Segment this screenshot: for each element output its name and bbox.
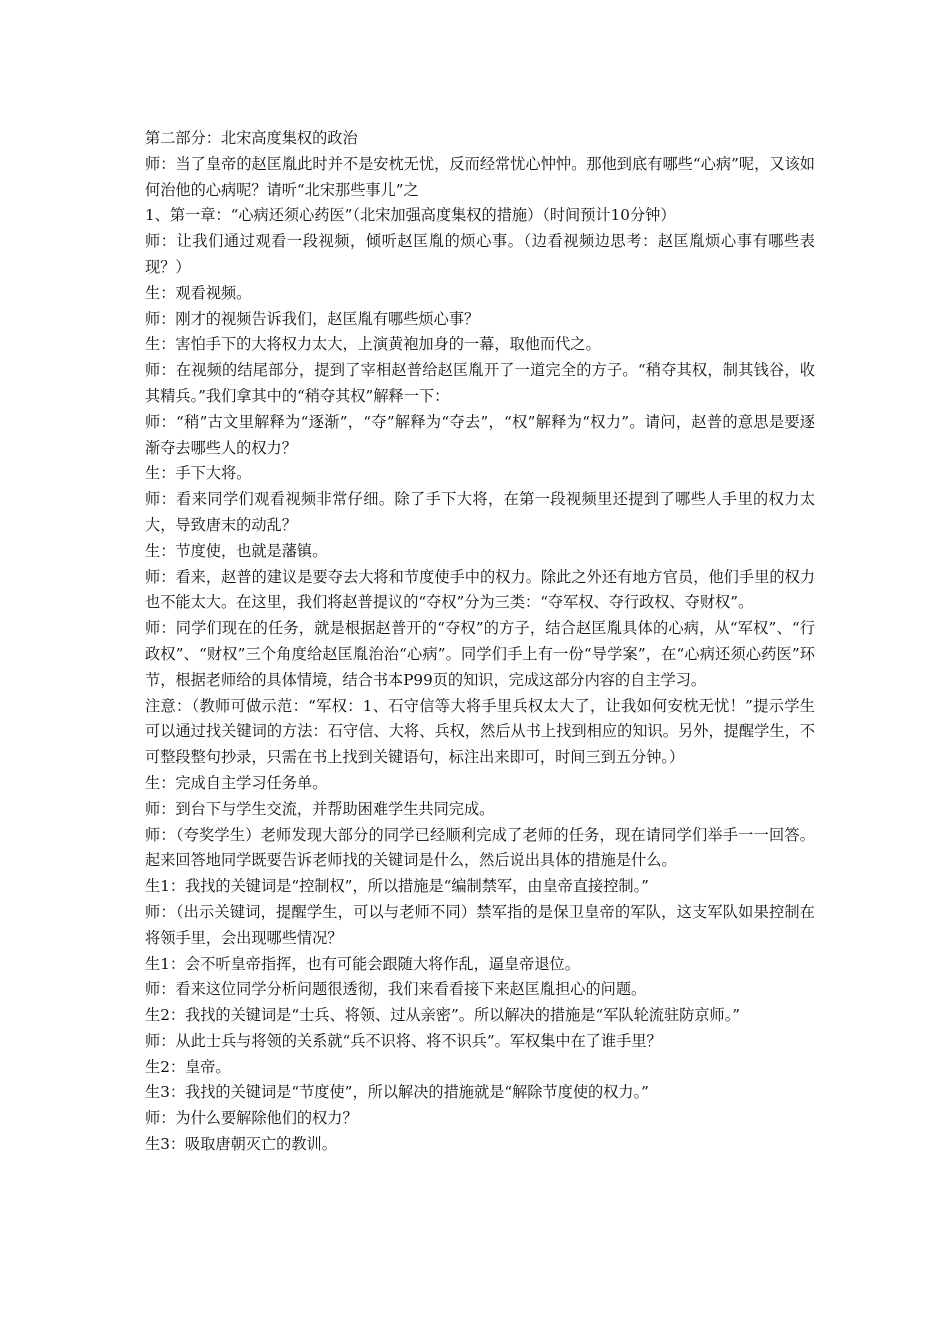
chapter-heading: 1、第一章：“心病还须心药医”（北宋加强高度集权的措施）（时间预计10分钟） bbox=[145, 206, 676, 225]
paragraph: 师：当了皇帝的赵匡胤此时并不是安枕无忧，反而经常忧心忡忡。那他到底有哪些“心病”呢，又该如何治他的心病呢？请听“北宋那些事儿”之 bbox=[145, 154, 815, 199]
paragraph: 师：（夸奖学生）老师发现大部分的同学已经顺利完成了老师的任务，现在请同学们举手一一回答。起来回答地同学既要告诉老师找的关键词是什么，然后说出具体的措施是什么。 bbox=[145, 825, 815, 870]
paragraph: 师：从此士兵与将领的关系就“兵不识将、将不识兵”。军权集中在了谁手里？ bbox=[145, 1031, 662, 1050]
paragraph: 师：刚才的视频告诉我们，赵匡胤有哪些烦心事？ bbox=[145, 309, 480, 328]
paragraph: 师：为什么要解除他们的权力？ bbox=[145, 1109, 358, 1128]
document-page bbox=[145, 126, 815, 1158]
paragraph: 生2：我找的关键词是“士兵、将领、过从亲密”。所以解决的措施是“军队轮流驻防京师。” bbox=[145, 1006, 741, 1025]
paragraph: 生3：我找的关键词是“节度使”，所以解决的措施就是“解除节度使的权力。” bbox=[145, 1083, 649, 1102]
paragraph: 师：看来同学们观看视频非常仔细。除了手下大将，在第一段视频里还提到了哪些人手里的权力太大，导致唐末的动乱？ bbox=[145, 490, 815, 534]
paragraph: 师：“稍”古文里解释为“逐渐”，“夺”解释为“夺去”，“权”解释为“权力”。请问，赵普的意思是要逐渐夺去哪些人的权力？ bbox=[145, 412, 815, 457]
paragraph: 生：观看视频。 bbox=[145, 283, 252, 302]
paragraph: 师：看来，赵普的建议是要夺去大将和节度使手中的权力。除此之外还有地方官员，他们手里的权力也不能太大。在这里，我们将赵普提议的“夺权”分为三类：“夺军权、夺行政权、夺财权”。 bbox=[145, 567, 815, 612]
paragraph: 生：完成自主学习任务单。 bbox=[145, 773, 328, 792]
paragraph: 生1：我找的关键词是“控制权”，所以措施是“编制禁军，由皇帝直接控制。” bbox=[145, 877, 649, 896]
paragraph: 生：手下大将。 bbox=[145, 464, 252, 483]
paragraph: 师：（出示关键词，提醒学生，可以与老师不同）禁军指的是保卫皇帝的军队，这支军队如果控制在将领手里，会出现哪些情况？ bbox=[145, 902, 815, 947]
paragraph: 师：到台下与学生交流，并帮助困难学生共同完成。 bbox=[145, 799, 495, 818]
paragraph: 师：在视频的结尾部分，提到了宰相赵普给赵匡胤开了一道完全的方子。“稍夺其权，制其钱谷，收其精兵。”我们拿其中的“稍夺其权”解释一下： bbox=[145, 361, 815, 405]
paragraph: 师：让我们通过观看一段视频，倾听赵匡胤的烦心事。（边看视频边思考：赵匡胤烦心事有哪些表现？） bbox=[145, 232, 815, 276]
paragraph: 生2：皇帝。 bbox=[145, 1057, 231, 1076]
paragraph: 生3：吸取唐朝灭亡的教训。 bbox=[145, 1135, 337, 1154]
section-heading: 第二部分：北宋高度集权的政治 bbox=[145, 129, 358, 147]
note-paragraph: 注意：（教师可做示范：“军权：1、石守信等大将手里兵权太大了，让我如何安枕无忧！”提示学生可以通过找关键词的方法：石守信、大将、兵权，然后从书上找到相应的知识。另外，提醒学生，不可整段整句抄录，只需在书上找到关键语句，标注出来即可，时间三到五分钟。） bbox=[145, 696, 815, 767]
paragraph: 生1：会不听皇帝指挥，也有可能会跟随大将作乱，逼皇帝退位。 bbox=[145, 954, 580, 973]
paragraph: 生：害怕手下的大将权力太大，上演黄袍加身的一幕，取他而代之。 bbox=[145, 335, 601, 354]
paragraph: 师：同学们现在的任务，就是根据赵普开的“夺权”的方子，结合赵匡胤具体的心病，从“军权”、“行政权”、“财权”三个角度给赵匡胤治治“心病”。同学们手上有一份“导学案”，在“心病还须心药医”环节，根据老师给的具体情境，结合书本P99页的知识，完成这部分内容的自主学习。 bbox=[145, 619, 815, 689]
paragraph: 师：看来这位同学分析问题很透彻，我们来看看接下来赵匡胤担心的问题。 bbox=[145, 980, 647, 999]
paragraph: 生：节度使，也就是藩镇。 bbox=[145, 541, 328, 560]
